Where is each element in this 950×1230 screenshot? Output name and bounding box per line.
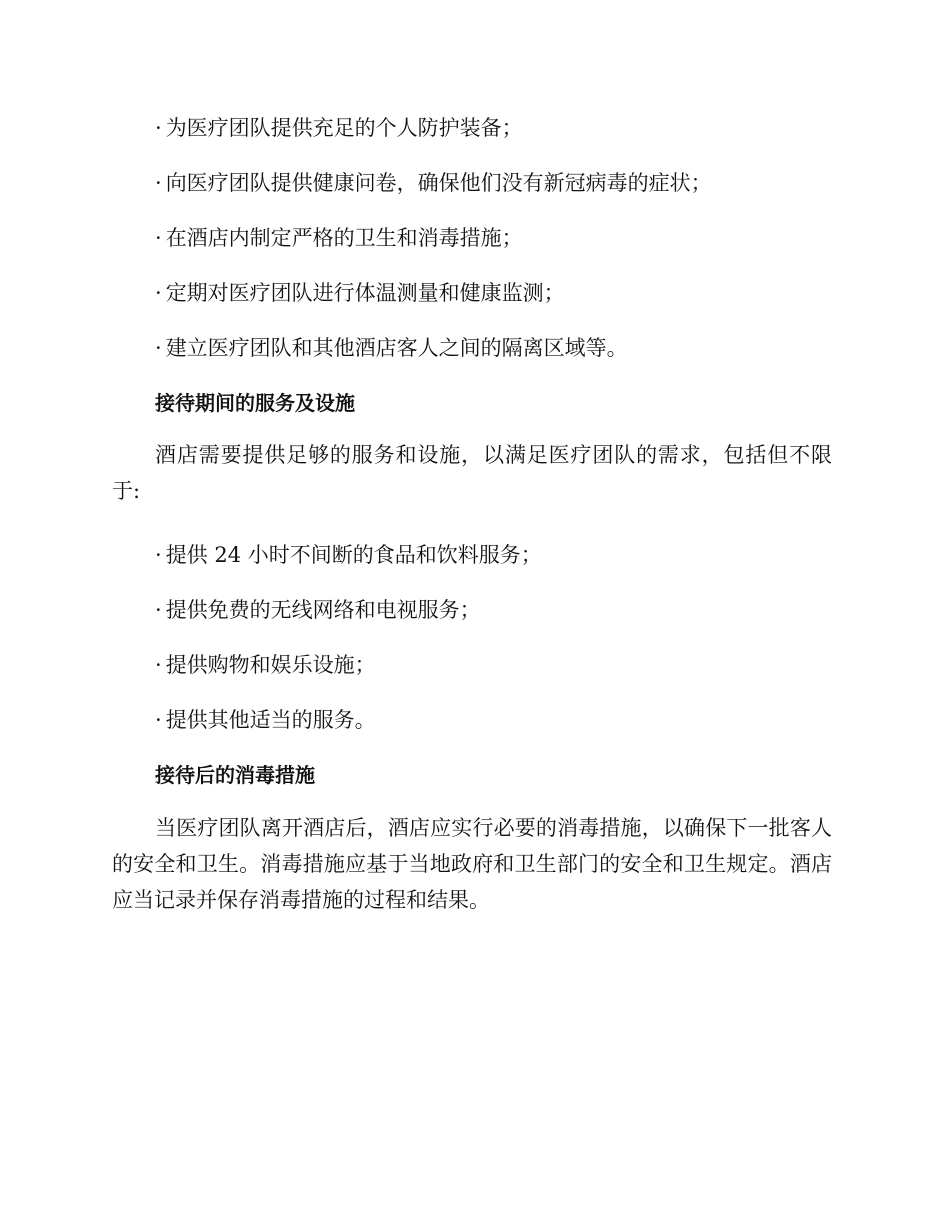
list-item bbox=[155, 333, 628, 363]
list-item-text: 提供购物和娱乐设施； bbox=[165, 653, 376, 677]
bullet: · bbox=[155, 708, 162, 732]
list-item-text: 提供 24 小时不间断的食品和饮料服务； bbox=[165, 543, 542, 567]
section-paragraph: 酒店需要提供足够的服务和设施，以满足医疗团队的需求，包括但不限于: bbox=[112, 443, 832, 503]
list-item bbox=[155, 168, 712, 198]
list-item-text: 提供其他适当的服务。 bbox=[165, 708, 376, 732]
list-item bbox=[155, 705, 376, 735]
list-item bbox=[155, 540, 542, 570]
list-item bbox=[155, 595, 481, 625]
section-paragraph: 当医疗团队离开酒店后，酒店应实行必要的消毒措施，以确保下一批客人的安全和卫生。消毒措施应基于当地政府和卫生部门的安全和卫生规定。酒店应当记录并保存消毒措施的过程和结果。 bbox=[112, 816, 832, 912]
list-item-text: 在酒店内制定严格的卫生和消毒措施； bbox=[165, 226, 523, 250]
list-item bbox=[155, 223, 523, 253]
list-item bbox=[155, 278, 565, 308]
list-item bbox=[155, 113, 523, 143]
section-heading: 接待期间的服务及设施 bbox=[155, 391, 355, 415]
section-heading: 接待后的消毒措施 bbox=[155, 763, 315, 787]
list-item-text: 提供免费的无线网络和电视服务； bbox=[165, 598, 481, 622]
bullet: · bbox=[155, 336, 162, 360]
list-item bbox=[155, 650, 376, 680]
bullet: · bbox=[155, 543, 162, 567]
list-item-text: 定期对医疗团队进行体温测量和健康监测； bbox=[165, 281, 565, 305]
list-item-text: 为医疗团队提供充足的个人防护装备； bbox=[165, 116, 523, 140]
list-item-text: 向医疗团队提供健康问卷，确保他们没有新冠病毒的症状； bbox=[165, 171, 712, 195]
bullet: · bbox=[155, 116, 162, 140]
bullet: · bbox=[155, 226, 162, 250]
bullet: · bbox=[155, 653, 162, 677]
list-item-text: 建立医疗团队和其他酒店客人之间的隔离区域等。 bbox=[165, 336, 628, 360]
bullet: · bbox=[155, 281, 162, 305]
bullet: · bbox=[155, 598, 162, 622]
bullet: · bbox=[155, 171, 162, 195]
